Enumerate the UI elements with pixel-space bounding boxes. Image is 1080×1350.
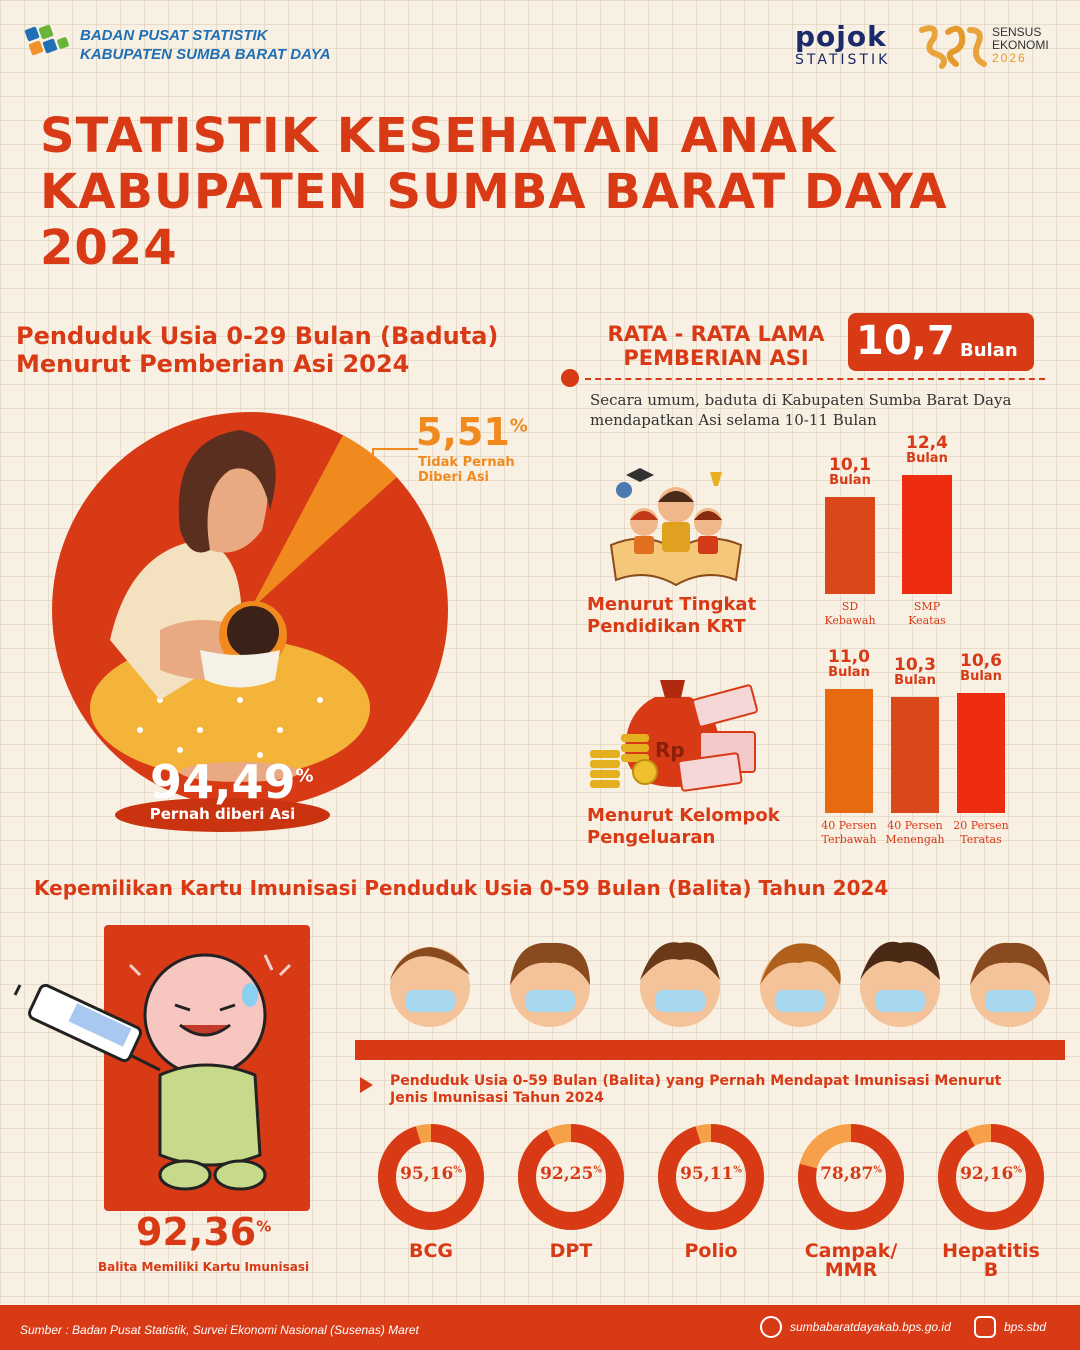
donut-value: 92,16% (960, 1164, 1022, 1184)
bar-3 (957, 693, 1005, 813)
syringe-icon (15, 983, 160, 1070)
bar-2 (902, 475, 952, 594)
footer-instagram-link[interactable]: bps.sbd (1004, 1320, 1047, 1334)
rata-rata-heading: RATA - RATA LAMA PEMBERIAN ASI (607, 322, 825, 370)
bar-value-label: 10,3 Bulan (894, 655, 936, 688)
pengeluaran-label: Menurut Kelompok Pengeluaran (587, 805, 780, 848)
asi-section-heading: Penduduk Usia 0-29 Bulan (Baduta) Menurut Pemberian Asi 2024 (16, 322, 499, 378)
donut-value: 95,16% (400, 1164, 462, 1184)
instagram-icon (974, 1316, 996, 1338)
donut-value: 78,87% (820, 1164, 882, 1184)
children-band (355, 1040, 1065, 1060)
education-illustration-icon (606, 450, 746, 590)
globe-icon (760, 1316, 782, 1338)
rata-rata-value: 10,7 (856, 318, 955, 364)
bar-category-label: 40 Persen Menengah (885, 819, 945, 846)
footer-website-link[interactable]: sumbabaratdayakab.bps.go.id (790, 1320, 951, 1334)
pojok-statistik-logo (795, 22, 910, 68)
bar-2 (891, 697, 939, 813)
bar-category-label: SD Kebawah (824, 600, 876, 627)
rata-rata-description: Secara umum, baduta di Kabupaten Sumba Barat Daya mendapatkan Asi selama 10-11 Bulan (590, 391, 1012, 429)
tidak-pernah-percent: 5,51% (416, 410, 528, 454)
org-name: BADAN PUSAT STATISTIK KABUPATEN SUMBA BARAT DAYA (80, 27, 331, 63)
bar-value-label: 11,0 Bulan (828, 647, 870, 680)
donut-name: DPT (549, 1240, 593, 1262)
tidak-pernah-label: Tidak Pernah Diberi Asi (418, 455, 515, 485)
bar-value-label: 10,1 Bulan (829, 455, 871, 488)
footer-source: Sumber : Badan Pusat Statistik, Survei Ekonomi Nasional (Susenas) Maret (20, 1323, 419, 1337)
page-title: STATISTIK KESEHATAN ANAK KABUPATEN SUMBA BARAT DAYA 2024 (40, 108, 948, 276)
pernah-label: Pernah diberi Asi (149, 805, 296, 823)
kartu-imunisasi-percent: 92,36% (136, 1210, 272, 1254)
donut-name: BCG (408, 1240, 454, 1262)
callout-line-vertical (372, 448, 374, 478)
pernah-percent: 94,49% (150, 755, 314, 809)
bullet-dot (561, 369, 579, 387)
donut-name: Hepatitis B (942, 1240, 1040, 1281)
pendidikan-label: Menurut Tingkat Pendidikan KRT (587, 594, 757, 637)
crying-baby-illustration-icon (10, 935, 330, 1205)
bar-1 (825, 689, 873, 813)
bar-value-label: 12,4 Bulan (906, 433, 948, 466)
bps-logo-icon (22, 24, 74, 68)
dashed-divider (585, 378, 1045, 380)
pojok-logo-top: pojok (795, 20, 887, 53)
money-bag-illustration-icon (585, 662, 770, 792)
donut-value: 95,11% (680, 1164, 742, 1184)
callout-line (372, 448, 418, 450)
pojok-logo-bottom: STATISTIK (795, 52, 891, 68)
play-arrow-icon (360, 1077, 373, 1093)
sensus-ekonomi-text: SENSUS EKONOMI 2026 (992, 25, 1049, 65)
donut-name: Campak/ MMR (804, 1240, 898, 1281)
bar-value-label: 10,6 Bulan (960, 651, 1002, 684)
imunisasi-heading: Kepemilikan Kartu Imunisasi Penduduk Usia 0-59 Bulan (Balita) Tahun 2024 (34, 876, 889, 900)
bar-category-label: 40 Persen Terbawah (821, 819, 877, 846)
bar-1 (825, 497, 875, 594)
rata-rata-unit: Bulan (960, 340, 1018, 361)
jenis-imunisasi-heading: Penduduk Usia 0-59 Bulan (Balita) yang Pernah Mendapat Imunisasi Menurut Jenis Imunisasi Tahun 2024 (390, 1073, 1002, 1106)
kartu-imunisasi-label: Balita Memiliki Kartu Imunisasi (98, 1260, 310, 1274)
donut-name: Polio (684, 1240, 738, 1262)
bar-category-label: 20 Persen Teratas (953, 819, 1009, 846)
money-bag-currency: Rp (655, 738, 685, 762)
bar-category-label: SMP Keatas (908, 600, 946, 627)
donut-value: 92,25% (540, 1164, 602, 1184)
sensus-ekonomi-logo-icon (916, 22, 988, 70)
children-masks-illustration-icon (355, 925, 1065, 1043)
